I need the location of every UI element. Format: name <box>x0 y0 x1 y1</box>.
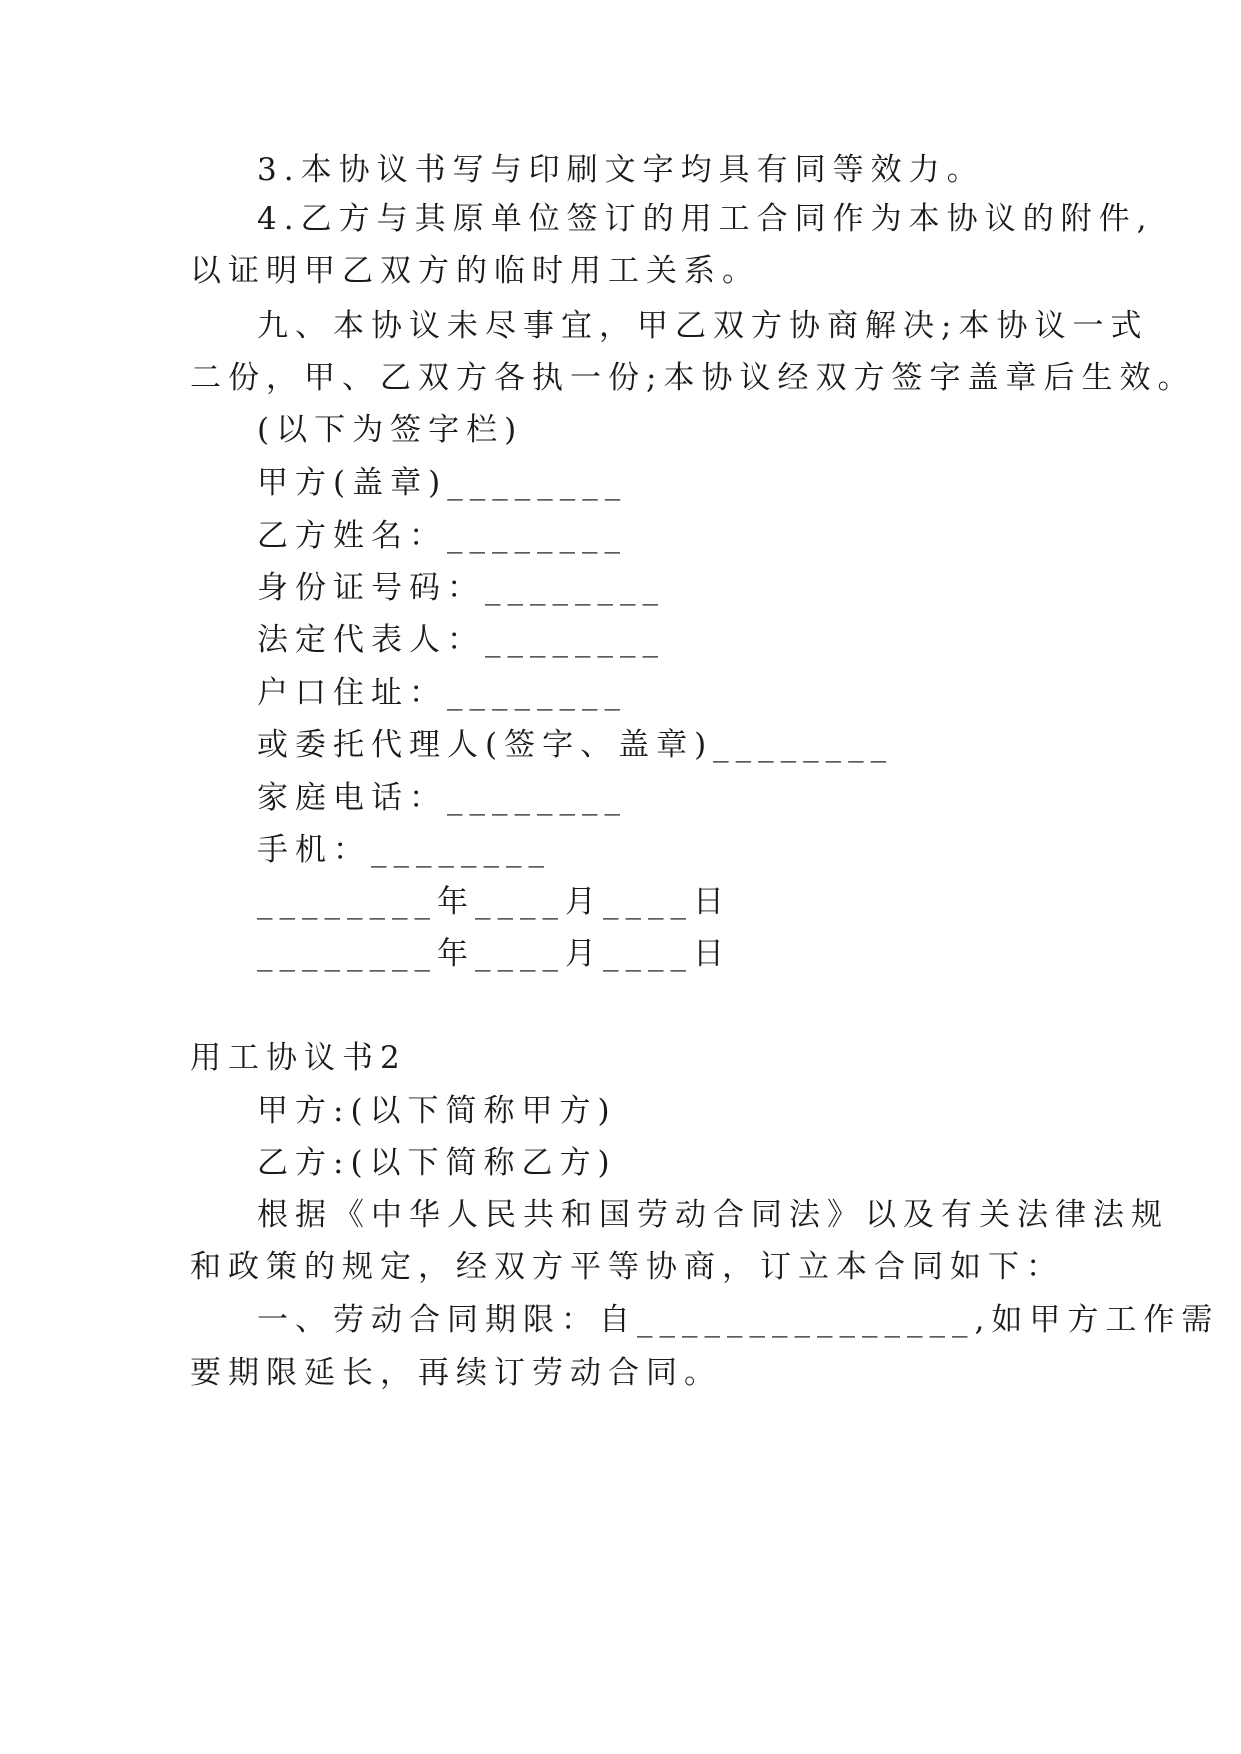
address-field: 户口住址：________ <box>257 675 627 711</box>
party-a-line: 甲方:(以下简称甲方) <box>257 1093 617 1129</box>
clause-4-line-1: 4.乙方与其原单位签订的用工合同作为本协议的附件, <box>257 201 1154 237</box>
clause-4-line-2: 以证明甲乙双方的临时用工关系。 <box>190 253 760 289</box>
mobile-field: 手机：________ <box>257 832 551 868</box>
article-9-line-2: 二份，甲、乙双方各执一份;本协议经双方签字盖章后生效。 <box>190 360 1196 396</box>
id-number-field: 身份证号码：________ <box>257 570 665 606</box>
date-field-1: ________年____月____日 <box>257 884 731 920</box>
clause-1-line-1: 一、劳动合同期限：自_______________,如甲方工作需 <box>257 1302 1220 1338</box>
agent-field: 或委托代理人(签字、盖章)________ <box>257 727 894 763</box>
party-b-line: 乙方:(以下简称乙方) <box>257 1145 617 1181</box>
preamble-line-2: 和政策的规定，经双方平等协商，订立本合同如下： <box>190 1249 1064 1285</box>
date-field-2: ________年____月____日 <box>257 936 731 972</box>
signature-note: (以下为签字栏) <box>257 412 524 448</box>
clause-3: 3.本协议书写与印刷文字均具有同等效力。 <box>257 152 985 188</box>
home-phone-field: 家庭电话：________ <box>257 780 627 816</box>
preamble-line-1: 根据《中华人民共和国劳动合同法》以及有关法律法规 <box>257 1197 1169 1233</box>
clause-1-line-2: 要期限延长，再续订劳动合同。 <box>190 1355 722 1391</box>
article-9-line-1: 九、本协议未尽事宜，甲乙双方协商解决;本协议一式 <box>257 308 1149 344</box>
party-a-seal-field: 甲方(盖章)________ <box>257 465 628 501</box>
party-b-name-field: 乙方姓名：________ <box>257 518 627 554</box>
section-2-title: 用工协议书2 <box>190 1040 407 1076</box>
legal-rep-field: 法定代表人：________ <box>257 622 665 658</box>
